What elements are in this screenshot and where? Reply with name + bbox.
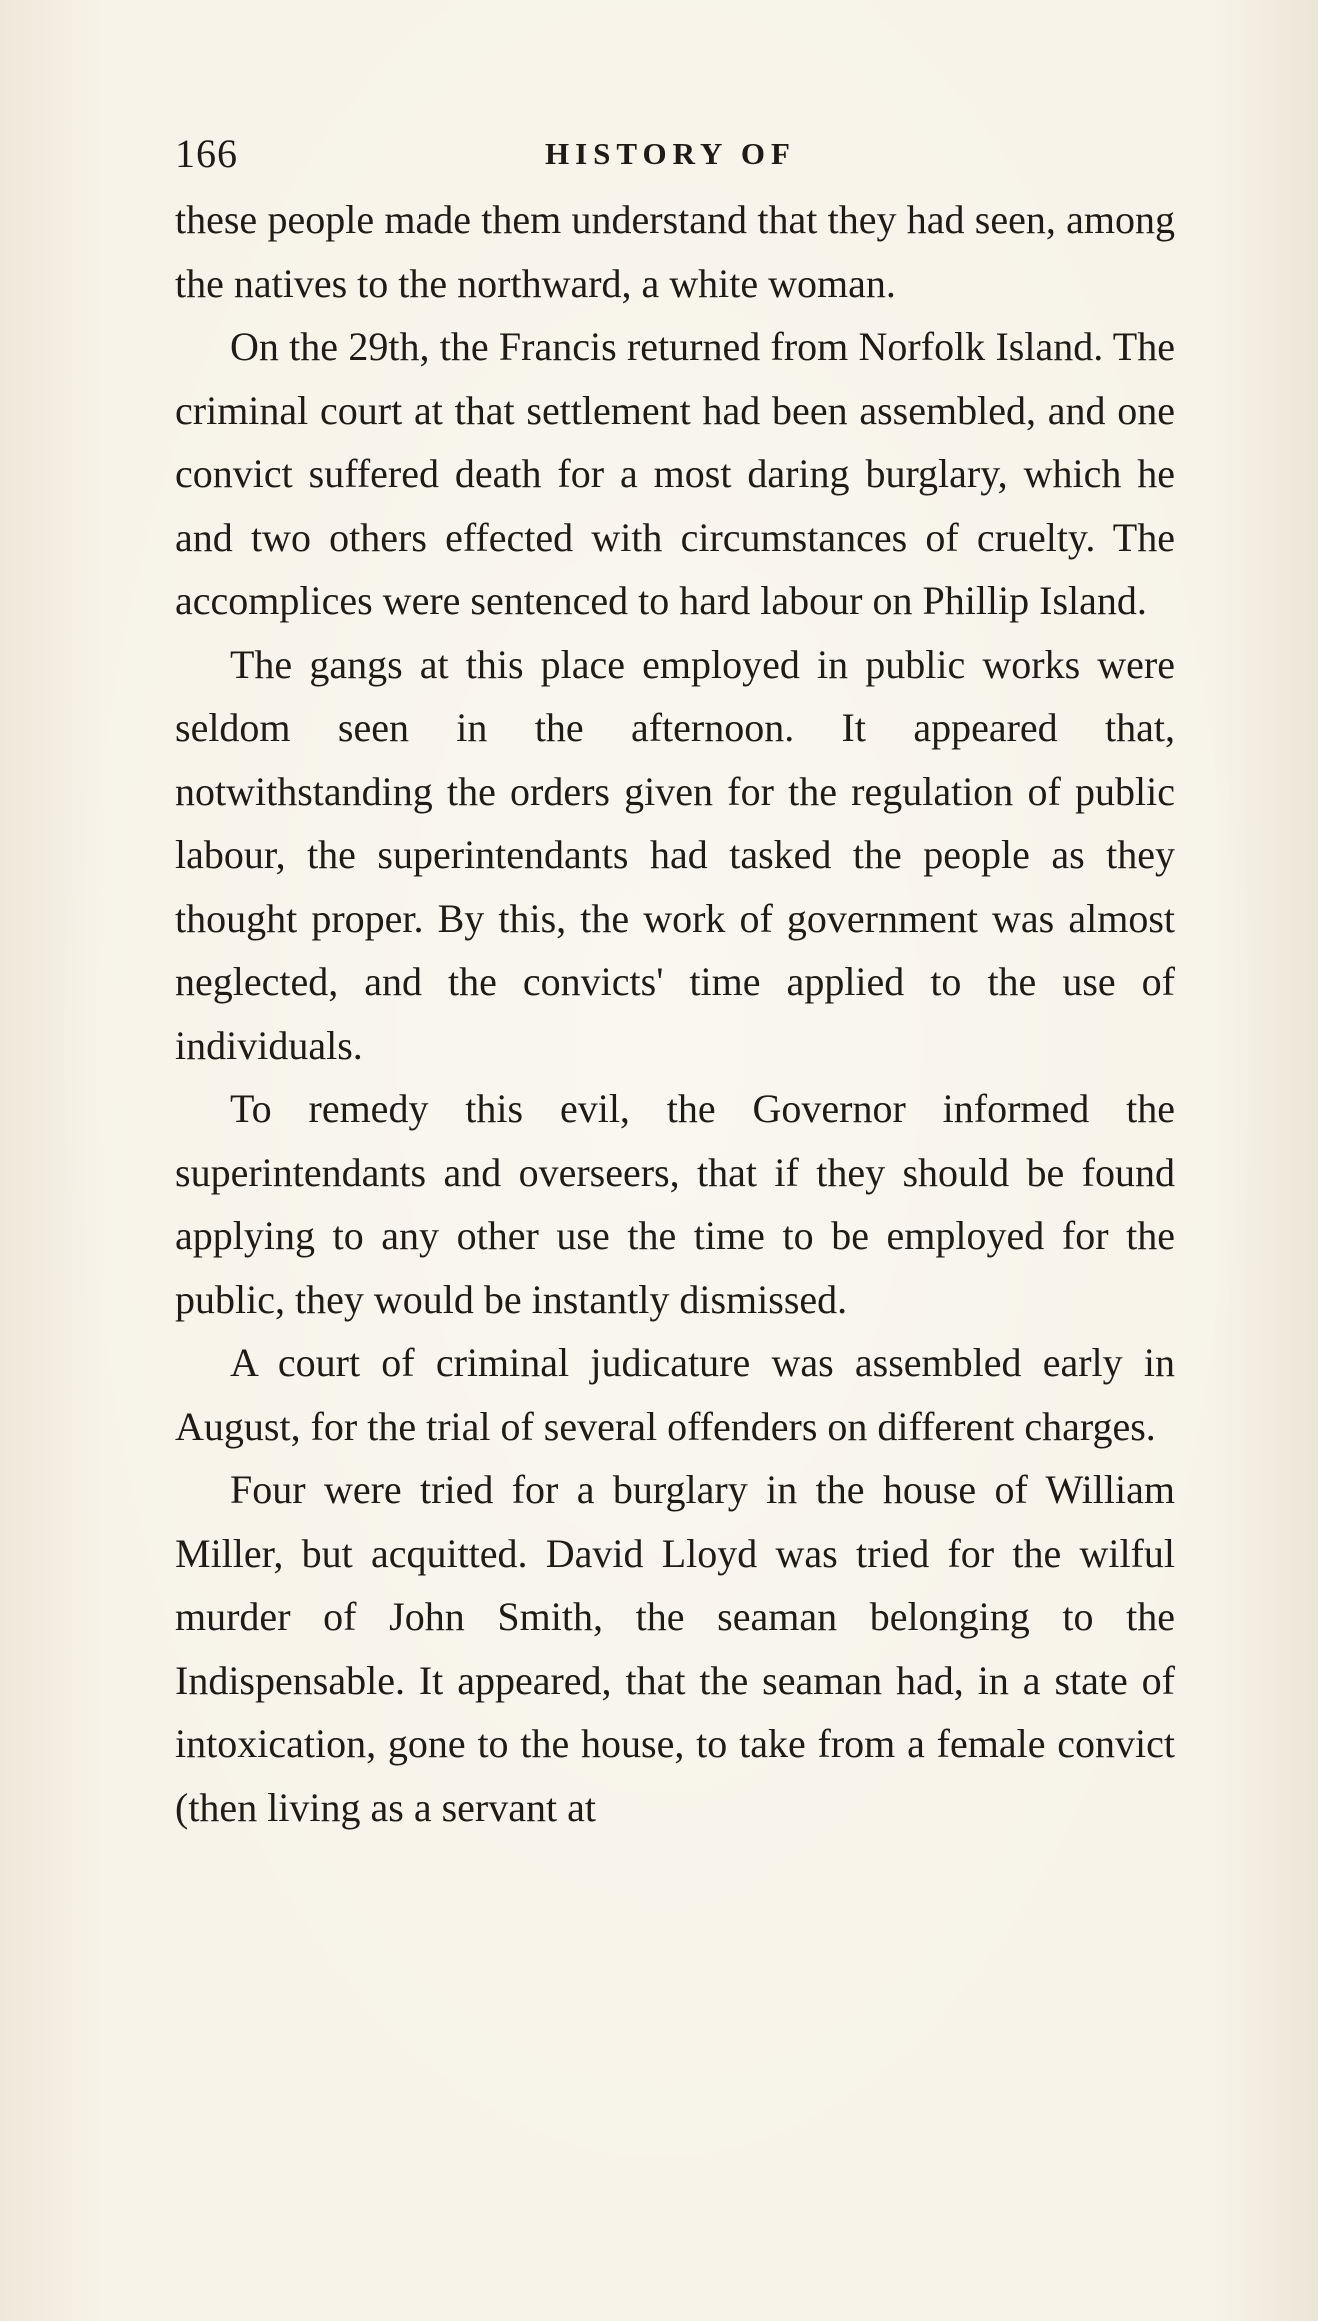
paragraph-continuation: these people made them understand that they had seen, among the natives to the northward, a white woman. bbox=[175, 197, 1175, 306]
running-title: HISTORY OF bbox=[545, 136, 796, 171]
body-text bbox=[175, 188, 1175, 1839]
paragraph-francis-return: On the 29th, the Francis returned from Norfolk Island. The criminal court at that settlement had been assembled, and one convict suffered death for a most daring burglary, which he and two others effected with circumstances of cruelty. The accomplices were sentenced to hard labour on Phillip Island. bbox=[175, 324, 1175, 623]
paragraph-trials: Four were tried for a burglary in the house of William Miller, but acquitted. David Lloyd was tried for the wilful murder of John Smith, the seaman belonging to the Indispensable. It appeared, that the seaman had, in a state of intoxication, gone to the house, to take from a female convict (then living as a servant at bbox=[175, 1467, 1175, 1830]
paragraph-criminal-court: A court of criminal judicature was assembled early in August, for the trial of several offenders on different charges. bbox=[175, 1340, 1175, 1449]
paragraph-public-works: The gangs at this place employed in public works were seldom seen in the afternoon. It appeared that, notwithstanding the orders given for the regulation of public labour, the superintendants had tasked the people as they thought proper. By this, the work of government was almost neglected, and the convicts' time applied to the use of individuals. bbox=[175, 641, 1175, 1068]
paragraph-governor-remedy: To remedy this evil, the Governor informed the superintendants and overseers, that if they should be found applying to any other use the time to be employed for the public, they would be instantly dismissed. bbox=[175, 1086, 1175, 1322]
running-head bbox=[175, 130, 1175, 180]
page-number: 166 bbox=[175, 131, 238, 176]
